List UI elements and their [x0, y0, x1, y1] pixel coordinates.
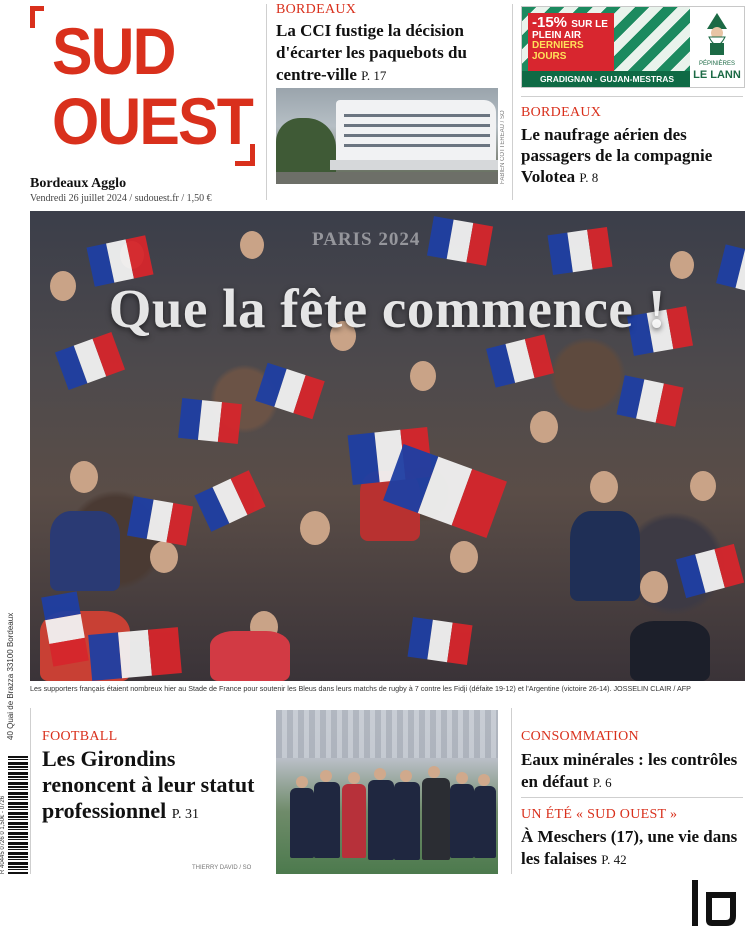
main-photo-caption: Les supporters français étaient nombreux hier au Stade de France pour soutenir les Bleus dans leurs matchs de rugby à 7 contre les Fidji (défaite 19-12) et l'Argentine (victoire 26-14). JOSSELIN CLAIR / AFP — [30, 684, 691, 693]
ad-brand-name: LE LANN — [693, 69, 741, 81]
french-flag-icon — [408, 617, 473, 665]
ad-locations: GRADIGNAN · GUJAN-MESTRAS — [522, 71, 692, 87]
gnome-icon — [703, 13, 731, 57]
dateline: Vendredi 26 juillet 2024 / sudouest.fr / 1,50 € — [30, 193, 212, 204]
meschers-headline-text: À Meschers (17), une vie dans les falaises — [521, 827, 738, 868]
girondins-team-photo[interactable] — [276, 710, 498, 874]
publisher-address: 40 Quai de Brazza 33100 Bordeaux — [6, 612, 15, 740]
football-page-ref: P. 31 — [171, 807, 200, 822]
consommation-headline[interactable] — [521, 749, 743, 794]
football-headline[interactable] — [42, 746, 262, 828]
column-divider — [512, 4, 513, 200]
bottom-left-border — [30, 708, 31, 874]
ship-photo-credit: FABIEN COTTEREAU / SO — [500, 110, 506, 184]
top-story-headline[interactable] — [276, 20, 506, 87]
french-flag-icon — [255, 363, 324, 420]
ad-line3: DERNIERS — [532, 40, 584, 52]
ad-discount: -15% — [532, 14, 568, 31]
barcode-icon — [8, 756, 28, 874]
french-flag-icon — [486, 334, 554, 387]
french-flag-icon — [178, 398, 242, 444]
french-flag-icon — [548, 227, 613, 275]
top-story-headline-text: La CCI fustige la décision d'écarter les paquebots du centre-ville — [276, 21, 467, 84]
volotea-headline[interactable] — [521, 124, 741, 188]
photo-ship — [336, 100, 496, 164]
consommation-headline-text: Eaux minérales : les contrôles en défaut — [521, 750, 738, 791]
ld-logo-icon — [686, 878, 742, 928]
consommation-kicker: CONSOMMATION — [521, 729, 639, 744]
ad-promo-box — [528, 13, 614, 71]
bottom-column-divider — [511, 708, 512, 874]
french-flag-icon — [194, 470, 265, 532]
top-story-page-ref: P. 17 — [361, 68, 387, 83]
photo-quay — [276, 172, 498, 184]
french-flag-icon — [427, 216, 493, 266]
barcode-number: R 40445 0726 0 1,50€ - 0726 — [0, 795, 6, 874]
french-flag-icon — [127, 496, 193, 546]
right-divider — [521, 96, 743, 97]
french-flag-icon — [88, 627, 182, 681]
ad-line1: SUR LE — [571, 19, 608, 30]
cruise-ship-photo[interactable] — [276, 88, 498, 184]
volotea-headline-text: Le naufrage aérien des passagers de la compagnie Volotea — [521, 125, 713, 186]
volotea-kicker: BORDEAUX — [521, 105, 602, 120]
photo-hull — [330, 160, 498, 170]
ad-line2: PLEIN AIR — [532, 29, 582, 41]
edition-name: Bordeaux Agglo — [30, 176, 127, 191]
logo-corner-bottom-right — [235, 144, 255, 166]
consommation-page-ref: P. 6 — [592, 775, 612, 790]
advertisement-pepinieres-le-lann[interactable] — [521, 6, 745, 88]
ad-brand — [690, 7, 744, 88]
main-crowd-photo[interactable] — [30, 211, 745, 681]
top-story-kicker: BORDEAUX — [276, 2, 357, 17]
main-overline: PARIS 2024 — [312, 229, 421, 250]
main-headline[interactable]: Que la fête commence ! — [108, 278, 667, 339]
football-kicker: FOOTBALL — [42, 729, 118, 744]
french-flag-icon — [616, 375, 683, 427]
ad-line4: JOURS — [532, 50, 567, 62]
football-headline-text: Les Girondins renoncent à leur statut professionnel — [42, 746, 255, 823]
column-divider — [266, 4, 267, 200]
meschers-headline[interactable] — [521, 826, 743, 871]
ete-sud-ouest-kicker: UN ÉTÉ « SUD OUEST » — [521, 807, 678, 822]
meschers-page-ref: P. 42 — [601, 852, 627, 867]
right-bottom-divider — [521, 797, 743, 798]
ad-brand-small: PÉPINIÈRES — [698, 61, 735, 67]
sud-ouest-logo[interactable] — [30, 6, 255, 166]
football-photo-credit: THIERRY DAVID / SO — [192, 865, 252, 871]
french-flag-icon — [676, 544, 744, 598]
photo-stand — [276, 710, 498, 758]
logo-line-1: SUD — [52, 14, 175, 88]
logo-line-2: OUEST — [52, 84, 252, 158]
logo-corner-top-left — [30, 6, 44, 28]
volotea-page-ref: P. 8 — [579, 170, 599, 185]
french-flag-icon — [55, 332, 125, 390]
photo-tree — [276, 118, 336, 178]
